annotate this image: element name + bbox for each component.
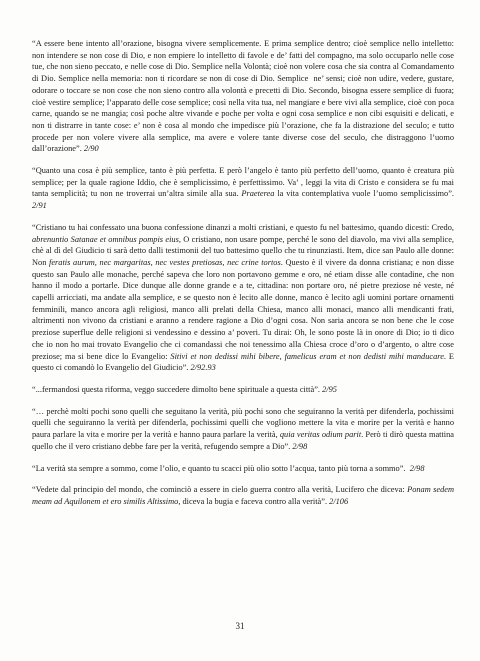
- text-run: . E questo ci comandò lo Evangelio del Giudicio”.: [32, 351, 454, 373]
- quote-paragraph: [32, 165, 454, 212]
- italic-text: 2/98: [292, 441, 308, 451]
- text-run: “Vedete dal principio del mondo, che cominciò a essere in cielo guerra contro alla verità, Lucifero che diceva:: [32, 485, 408, 495]
- text-run: “… perchè molti pochi sono quelli che seguitano la verità, più pochi sono che seguiranno la verità per difenderla, pochissimi quelli che seguiranno la verità per difenderla, pochissimi quelli che vogliono mettere la vita e morire per la verità e hanno paura parlare la vita e morire per la verità e hanno paura parlare la verità,: [32, 406, 454, 440]
- quote-paragraph: [32, 406, 454, 453]
- italic-text: 2/90: [83, 144, 99, 154]
- italic-text: Ponam sedem meam ad Aquilonem et ero similis Altissimo: [32, 485, 455, 506]
- text-run: “La verità sta sempre a sommo, come l’olio, e quanto tu scacci più olio sotto l’acqua, tanto più torna a sommo”.: [32, 463, 410, 473]
- italic-text: 2/92.93: [190, 363, 216, 373]
- text-run: “...fermandosi questa riforma, veggo succedere dimolto bene spirituale a questa città”.: [32, 384, 323, 394]
- text-run: la vita contemplativa vuole l’uomo semplicissimo”.: [274, 189, 454, 199]
- text-run: , diceva la bugia e faceva contro alla verità”.: [178, 496, 330, 506]
- italic-text: abrenuntio Satanae et omnibus pompis eius: [32, 234, 179, 244]
- quote-paragraph: [32, 38, 454, 155]
- italic-text: 2/106: [329, 496, 349, 506]
- text-run: . Questo è il vivere da donna cristiana; e non disse questo san Paulo alle monache, perché sapeva che loro non portavono gemme e oro, né etiam disse alle contadine, che non hanno il modo a portarle. Dice dunque alle donne grande e a te, cittadina: non portare oro, né pietre preziose né veste, né capelli arricciati, ma andate alla semplice, e se questo non è lecito alle donne, manco è lecito agli uomini portare ornamenti femminili, manco ancora agli religiosi, manco alli prelati della Chiesa, manco alli monaci, manco alli mendicanti frati, altrimenti non vivono da cristiani e aranno a rendere ragione a Dio d’ogni cosa. Non saria ancora se non bene che le cose preziose superflue delle religioni si vendessino e dessino a’ poveri. Tu dirai: Oh, le sono poste là in onore di Dio; io ti dico che io non ho mai trovato Evangelio che ci comandassi che noi tenessimo alla Chiesa croce d’oro o d’argento, o altre cose preziose; ma si bene dice lo Evangelio:: [32, 257, 454, 361]
- text-run: . Però ti dirò questa mattina quello che il vero cristiano debbe fare per la verità, refugendo sempre a Dio”.: [32, 430, 454, 451]
- quote-paragraph: [32, 222, 454, 374]
- quote-paragraph: [32, 484, 454, 507]
- italic-text: 2/98: [409, 463, 425, 473]
- text-run: , O cristiano, non usare pompe, perché le sono del diavolo, ma vivi alla semplice, chè al dì del Giudicio ti sarà detto dalli testimonii del tuo battesimo quello che tu rinunziasti. Item, dice san Paulo alle donne: Non: [32, 234, 455, 267]
- italic-text: quia veritas odium parit: [279, 430, 362, 440]
- quote-paragraph: [32, 463, 454, 475]
- text-run: “Quanto una cosa è più semplice, tanto è più perfetta. E però l’angelo è tanto più perfetto dell’uomo, quanto è creatura più semplice; per la quale ragione Iddio, che è semplicissimo, è perfettissimo. Va’ , leggi la vita di Cristo e considera se fu mai tanta semplicità; tu non ne troverrai un’altra simile alla sua.: [32, 166, 454, 199]
- quote-paragraph: [32, 384, 454, 396]
- italic-text: Praeterea: [241, 189, 275, 199]
- page-body: [32, 38, 454, 518]
- page-number: 31: [235, 621, 245, 631]
- text-run: “Cristiano tu hai confessato una buona confessione dinanzi a molti cristiani, e questo fu nel battesimo, quando dicesti: Credo,: [32, 222, 454, 232]
- text-run: “A essere bene intento all’orazione, bisogna vivere semplicemente. E prima semplice dentro; cioè semplice nello intelletto: non intendere se non cose di Dio, e non empiere lo intelletto di favole e de’ fatti del compagno, ma solo occuparlo nelle cose tue, che non sieno peccato, e nelle cose di Dio. Semplice nella Volontà; cioè non volere cosa che sia contra al Comandamento di Dio. Semplice nella memoria: non ti ricordare se non di cose di Dio. Semplice ne’ sensi; cioè non udire, vedere, gustare, odorare o toccare se non cose che non sieno contro alla volontà e precetti di Dio. Secondo, bisogna essere semplice di fuora; cioè vestire semplice; l’apparato delle cose semplice; così nella vita tua, nel mangiare e bere vivi alla semplice, cioè con poca carne, quando se ne mangia; così poche altre vivande e poche per volta e ogni cosa semplice e non cibi esquisiti e delicati, e non ti distrarre in tante cose: e’ non è cosa al mondo che impedisce più l’orazione, che fa la distrazione del seculo; e tutto procede per non volere vivere alla semplice, ma avere e volere tante diverse cose del seculo, che distraggono l’uomo dall’orazione”.: [32, 39, 454, 154]
- italic-text: 2/91: [32, 201, 47, 211]
- italic-text: Sitivi et non dedissi mihi bibere, famelicus eram et non dedisti mihi manducare: [170, 351, 444, 361]
- italic-text: 2/95: [322, 384, 337, 394]
- italic-text: feratis aurum, nec margaritas, nec vestes pretiosas, nec crine tortos: [49, 257, 281, 267]
